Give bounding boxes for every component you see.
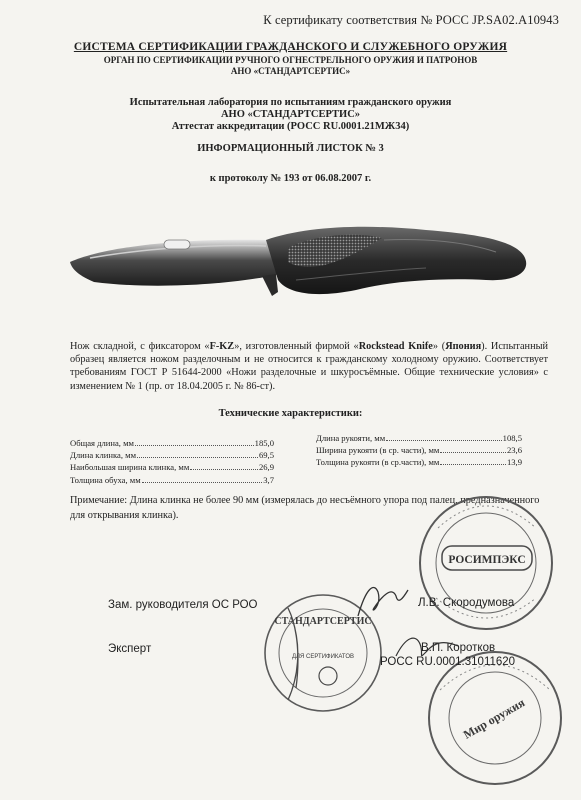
name-deputy-head: Л.В. Скородумова [418,597,515,609]
specs-left-column [70,437,274,486]
knife-maker: Rockstead Knife [358,341,433,352]
stamp-org-text: СТАНДАРТСЕРТИС [274,616,372,627]
spec-row: Общая длина, мм 185,0 [70,438,274,448]
spec-row: Толщина обуха, мм 3,7 [70,474,274,485]
stamp3-text: Мир оружия [460,695,528,742]
knife-description: Нож складной, с фиксатором «F-KZ», изготовленный фирмой «Rockstead Knife» (Япония). Испытанный образец является ножом разделочным и не относится к гражданскому холодному оружию. Соответствует требованиям ГОСТ Р 51644-2000 «Ножи разделочные и шкуросъёмные. Общие технические условия» с изменением № 1 (пр. от 18.04.2005 г. № 86-ст). [70,341,549,392]
organ-title: ОРГАН ПО СЕРТИФИКАЦИИ РУЧНОГО ОГНЕСТРЕЛЬНОГО ОРУЖИЯ И ПАТРОНОВ [103,55,478,65]
stamp-inner-text: ДЛЯ СЕРТИФИКАТОВ [291,654,355,660]
document-title: ИНФОРМАЦИОННЫЙ ЛИСТОК № 3 [197,143,384,154]
signature-1 [352,578,412,620]
spec-row: Толщина рукояти (в ср.части), мм 13,9 [316,457,522,468]
spec-row: Длина клинка, мм 69,5 [70,450,274,461]
spec-row: Ширина рукояти (в ср. части), мм 23,6 [316,445,522,456]
lab-name: Испытательная лаборатория по испытаниям гражданского оружия [129,97,452,108]
spec-row: Длина рукояти, мм 108,5 [316,433,522,443]
role-expert: Эксперт [108,643,152,655]
spec-row: Наибольшая ширина клинка, мм 26,9 [70,462,274,473]
protocol-reference: к протоколу № 193 от 06.08.2007 г. [209,173,372,184]
knife-model: F-KZ [209,341,235,352]
name-expert: В.П. Коротков [421,642,496,654]
stamp-center-text: РОСИМПЭКС [448,554,526,566]
specs-right-column [316,432,522,469]
thumb-stud [164,240,190,249]
specs-title: Технические характеристики: [218,408,363,419]
rosimpeks-stamp [408,488,564,638]
accreditation: Аттестат аккредитации (РОСС RU.0001.21МЖ34) [171,121,410,132]
expert-registration: РОСС RU.0001.31011620 [380,656,516,668]
organization-name: АНО «СТАНДАРТСЕРТИС» [230,66,351,76]
certificate-reference: К сертификату соответствия № РОСС JP.SA02.A10943 [263,13,559,27]
note: Примечание: Длина клинка не более 90 мм (измерялась до несъёмного упора под палец, предназначенного для открывания клинка). [70,495,540,521]
lab-organization: АНО «СТАНДАРТСЕРТИС» [220,109,361,120]
knife-photo [66,218,536,318]
role-deputy-head: Зам. руководителя ОС РОО [108,599,258,611]
system-title: СИСТЕМА СЕРТИФИКАЦИИ ГРАЖДАНСКОГО И СЛУЖЕБНОГО ОРУЖИЯ [73,41,508,53]
signature-2 [392,630,462,664]
knife-country: Япония [445,341,482,352]
